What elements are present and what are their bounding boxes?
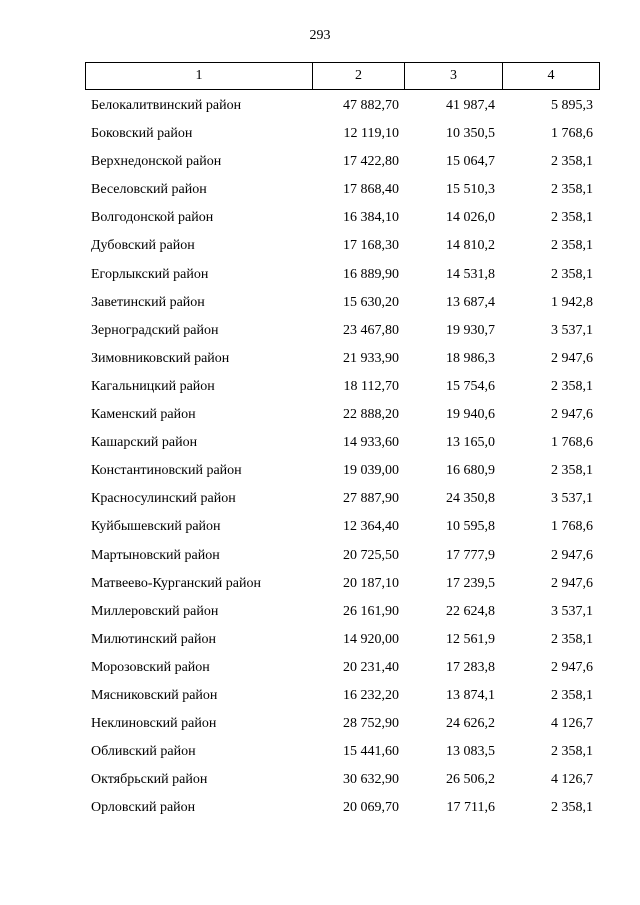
value-col-2: 20 187,10 [343,575,399,591]
value-col-3: 16 680,9 [446,463,495,479]
table-row [0,148,640,176]
district-name: Мартыновский район [91,547,220,563]
value-col-3: 18 986,3 [446,350,495,366]
value-col-4: 2 947,6 [551,575,593,591]
district-name: Кагальницкий район [91,378,215,394]
table-row [0,232,640,260]
district-name: Дубовский район [91,238,195,254]
district-name: Боковский район [91,126,193,142]
district-name: Константиновский район [91,463,242,479]
value-col-3: 15 510,3 [446,182,495,198]
value-col-2: 22 888,20 [343,407,399,423]
value-col-4: 3 537,1 [551,603,593,619]
table-row [0,738,640,766]
value-col-3: 13 874,1 [446,687,495,703]
table-row [0,457,640,485]
value-col-2: 20 069,70 [343,800,399,816]
value-col-4: 2 358,1 [551,631,593,647]
district-name: Мясниковский район [91,687,218,703]
page-number: 293 [309,28,331,43]
table-row [0,542,640,570]
value-col-4: 2 358,1 [551,154,593,170]
value-col-3: 10 595,8 [446,519,495,535]
value-col-4: 2 358,1 [551,238,593,254]
value-col-4: 2 947,6 [551,407,593,423]
table-row [0,626,640,654]
value-col-3: 14 531,8 [446,266,495,282]
district-name: Волгодонской район [91,210,214,226]
table-row [0,766,640,794]
district-name: Веселовский район [91,182,207,198]
value-col-3: 22 624,8 [446,603,495,619]
value-col-3: 19 930,7 [446,322,495,338]
value-col-2: 18 112,70 [343,378,399,394]
value-col-2: 20 725,50 [343,547,399,563]
district-name: Белокалитвинский район [91,98,242,113]
value-col-4: 2 947,6 [551,547,593,563]
table-row [0,654,640,682]
value-col-3: 10 350,5 [446,126,495,142]
table-row [0,261,640,289]
value-col-4: 2 358,1 [551,744,593,760]
district-name: Заветинский район [91,294,205,310]
value-col-2: 17 422,80 [343,154,399,170]
value-col-2: 19 039,00 [343,463,399,479]
value-col-2: 47 882,70 [343,98,399,113]
value-col-4: 2 358,1 [551,182,593,198]
value-col-4: 4 126,7 [551,716,593,732]
value-col-2: 15 630,20 [343,294,399,310]
district-name: Кашарский район [91,435,198,451]
table-row [0,794,640,822]
table-row [0,429,640,457]
district-name: Орловский район [91,800,196,816]
value-col-3: 13 083,5 [446,744,495,760]
table-row [0,176,640,204]
value-col-3: 17 777,9 [446,547,495,563]
table-row [0,513,640,541]
value-col-2: 17 868,40 [343,182,399,198]
value-col-4: 2 358,1 [551,687,593,703]
table-row [0,401,640,429]
value-col-2: 16 889,90 [343,266,399,282]
district-name: Октябрьский район [91,772,208,788]
value-col-3: 13 687,4 [446,294,495,310]
table-row [0,570,640,598]
table-row [0,204,640,232]
district-name: Миллеровский район [91,603,219,619]
value-col-2: 12 119,10 [343,126,399,142]
value-col-3: 17 711,6 [446,800,495,816]
value-col-3: 14 810,2 [446,238,495,254]
table-header [85,62,600,90]
value-col-4: 2 947,6 [551,350,593,366]
value-col-4: 2 358,1 [551,210,593,226]
table-row [0,289,640,317]
value-col-3: 17 239,5 [446,575,495,591]
value-col-4: 2 358,1 [551,266,593,282]
value-col-3: 14 026,0 [446,210,495,226]
value-col-4: 1 942,8 [551,294,593,310]
value-col-2: 15 441,60 [343,744,399,760]
value-col-4: 5 895,3 [551,98,593,113]
table-row [0,317,640,345]
value-col-2: 14 920,00 [343,631,399,647]
value-col-2: 21 933,90 [343,350,399,366]
table-body [0,92,640,822]
value-col-4: 2 358,1 [551,378,593,394]
table-row [0,120,640,148]
table-row [0,485,640,513]
table-row [0,598,640,626]
header-col-2: 2 [313,63,405,89]
value-col-2: 26 161,90 [343,603,399,619]
value-col-3: 17 283,8 [446,659,495,675]
value-col-2: 12 364,40 [343,519,399,535]
value-col-4: 4 126,7 [551,772,593,788]
table-row [0,345,640,373]
district-name: Зерноградский район [91,322,219,338]
value-col-3: 41 987,4 [446,98,495,113]
value-col-3: 24 626,2 [446,716,495,732]
table-row [0,682,640,710]
value-col-2: 27 887,90 [343,491,399,507]
value-col-2: 16 232,20 [343,687,399,703]
district-name: Милютинский район [91,631,217,647]
value-col-3: 24 350,8 [446,491,495,507]
header-col-1: 1 [86,63,313,89]
value-col-3: 19 940,6 [446,407,495,423]
value-col-3: 15 064,7 [446,154,495,170]
district-name: Егорлыкский район [91,266,209,282]
value-col-4: 2 358,1 [551,800,593,816]
value-col-3: 26 506,2 [446,772,495,788]
value-col-4: 1 768,6 [551,519,593,535]
district-name: Морозовский район [91,659,210,675]
value-col-4: 3 537,1 [551,491,593,507]
value-col-2: 20 231,40 [343,659,399,675]
table-row [0,92,640,120]
value-col-4: 1 768,6 [551,435,593,451]
district-name: Зимовниковский район [91,350,230,366]
district-name: Обливский район [91,744,196,760]
table-row [0,710,640,738]
value-col-4: 3 537,1 [551,322,593,338]
value-col-4: 2 358,1 [551,463,593,479]
district-name: Неклиновский район [91,716,217,732]
district-name: Каменский район [91,407,196,423]
value-col-3: 12 561,9 [446,631,495,647]
value-col-4: 2 947,6 [551,659,593,675]
district-name: Куйбышевский район [91,519,221,535]
value-col-2: 14 933,60 [343,435,399,451]
value-col-2: 30 632,90 [343,772,399,788]
value-col-2: 23 467,80 [343,322,399,338]
value-col-2: 28 752,90 [343,716,399,732]
value-col-3: 15 754,6 [446,378,495,394]
value-col-3: 13 165,0 [446,435,495,451]
district-name: Красносулинский район [91,491,236,507]
district-name: Матвеево-Курганский район [91,575,261,591]
header-col-3: 3 [405,63,503,89]
district-name: Верхнедонской район [91,154,222,170]
value-col-2: 16 384,10 [343,210,399,226]
value-col-4: 1 768,6 [551,126,593,142]
value-col-2: 17 168,30 [343,238,399,254]
header-col-4: 4 [547,68,555,83]
table-row [0,373,640,401]
